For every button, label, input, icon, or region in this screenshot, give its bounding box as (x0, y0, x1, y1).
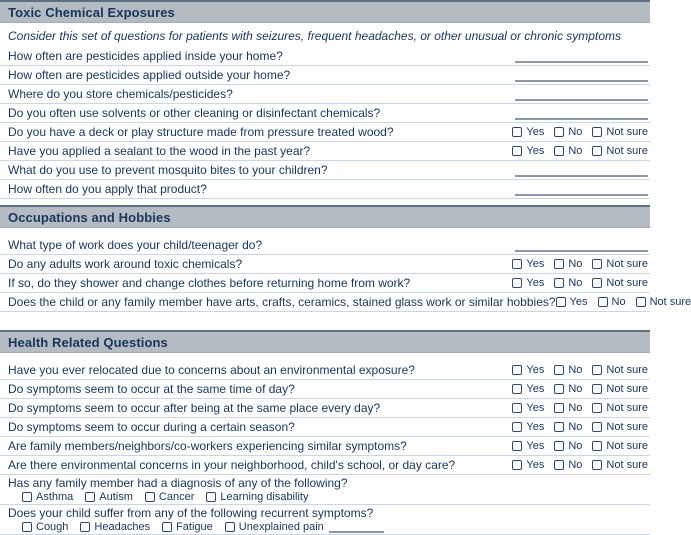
checkbox-icon[interactable] (22, 522, 32, 532)
section-header-bar (0, 330, 650, 353)
question-row (0, 85, 650, 104)
choice-label: Autism (99, 490, 133, 503)
section-toxic-chemical-exposures (0, 0, 650, 199)
choice-yes[interactable] (512, 364, 544, 376)
question-text: Are there environmental concerns in your neighborhood, child's school, or day care? (8, 458, 456, 472)
choice-no[interactable] (554, 364, 582, 376)
answer-blank-line[interactable] (515, 163, 648, 177)
checkbox-icon[interactable] (512, 460, 522, 470)
question-text: Do symptoms seem to occur after being at the same place every day? (8, 401, 381, 415)
checkbox-icon[interactable] (225, 522, 235, 532)
choice-no[interactable] (598, 296, 626, 308)
checkbox-icon[interactable] (512, 259, 522, 269)
checkbox-icon[interactable] (554, 146, 564, 156)
question-text: Do symptoms seem to occur during a certain season? (8, 420, 295, 434)
choice-learning-disability[interactable] (206, 491, 308, 503)
section-title: Toxic Chemical Exposures (8, 4, 175, 20)
choice-label: Yes (526, 364, 545, 376)
choice-no[interactable] (554, 277, 582, 289)
checkbox-icon[interactable] (80, 522, 90, 532)
checkbox-icon[interactable] (592, 127, 602, 137)
choice-not-sure[interactable] (592, 383, 648, 395)
choice-label: Cancer (158, 490, 195, 503)
checkbox-icon[interactable] (592, 278, 602, 288)
choice-not-sure[interactable] (592, 277, 648, 289)
question-row (0, 293, 691, 312)
question-text: Do you often use solvents or other cleaning or disinfectant chemicals? (8, 106, 381, 120)
choice-yes[interactable] (512, 402, 544, 414)
choice-label: No (568, 258, 583, 270)
checklist-options (8, 521, 648, 533)
question-row (0, 380, 650, 399)
choice-label: Yes (526, 258, 545, 270)
choice-not-sure[interactable] (592, 126, 648, 138)
checkbox-icon[interactable] (636, 297, 646, 307)
choice-label: No (568, 421, 583, 433)
choice-label: No (568, 126, 583, 138)
checkbox-icon[interactable] (145, 492, 155, 502)
yes-no-notsure-group (512, 145, 648, 157)
yes-no-notsure-group (512, 277, 648, 289)
choice-label: Fatigue (176, 520, 213, 533)
choice-label: Not sure (606, 440, 648, 452)
question-row (0, 161, 650, 180)
choice-label: Unexplained pain (238, 520, 324, 533)
choice-label: Learning disability (220, 490, 309, 503)
yes-no-notsure-group (512, 440, 648, 452)
question-text: Does the child or any family member have arts, crafts, ceramics, stained glass work or similar hobbies? (8, 295, 556, 309)
choice-yes[interactable] (512, 145, 544, 157)
checkbox-icon[interactable] (592, 403, 602, 413)
choice-not-sure[interactable] (592, 145, 648, 157)
yes-no-notsure-group (512, 364, 648, 376)
question-text: Does your child suffer from any of the following recurrent symptoms? (8, 505, 374, 520)
choice-label: Not sure (606, 383, 648, 395)
question-row (0, 66, 650, 85)
choice-label: Yes (569, 296, 588, 308)
choice-label: Yes (526, 126, 545, 138)
question-rows (0, 236, 691, 312)
question-rows (0, 47, 650, 199)
section-header-bar (0, 0, 650, 23)
question-text: How often are pesticides applied inside your home? (8, 49, 283, 63)
choice-yes[interactable] (512, 258, 544, 270)
checklist-options (8, 491, 648, 503)
checkbox-icon[interactable] (512, 146, 522, 156)
question-text: Have you applied a sealant to the wood in the past year? (8, 144, 311, 158)
choice-not-sure[interactable] (592, 459, 648, 471)
choice-label: Not sure (606, 126, 648, 138)
question-text: What do you use to prevent mosquito bites to your children? (8, 163, 328, 177)
yes-no-notsure-group (512, 421, 648, 433)
choice-not-sure[interactable] (592, 258, 648, 270)
answer-blank-line[interactable] (515, 87, 648, 101)
choice-cancer[interactable] (145, 491, 194, 503)
checkbox-icon[interactable] (554, 422, 564, 432)
choice-label: Not sure (606, 364, 648, 376)
choice-not-sure[interactable] (636, 296, 691, 308)
choice-label: No (568, 145, 583, 157)
choice-yes[interactable] (512, 421, 544, 433)
choice-unexplained-pain[interactable] (225, 521, 384, 533)
choice-not-sure[interactable] (592, 402, 648, 414)
checkbox-icon[interactable] (554, 441, 564, 451)
choice-label: No (568, 383, 583, 395)
question-text: Are family members/neighbors/co-workers experiencing similar symptoms? (8, 439, 407, 453)
choice-no[interactable] (554, 383, 582, 395)
checkbox-icon[interactable] (512, 422, 522, 432)
question-row (0, 437, 650, 456)
question-row (0, 274, 650, 293)
checkbox-icon[interactable] (592, 441, 602, 451)
choice-yes[interactable] (512, 383, 544, 395)
choice-not-sure[interactable] (592, 421, 648, 433)
checkbox-icon[interactable] (554, 259, 564, 269)
question-row (0, 418, 650, 437)
question-row (0, 456, 650, 475)
question-text: Have you ever relocated due to concerns about an environmental exposure? (8, 363, 415, 377)
question-text: How often are pesticides applied outside your home? (8, 68, 291, 82)
yes-no-notsure-group (512, 402, 648, 414)
question-row (0, 104, 650, 123)
answer-blank-line[interactable] (515, 238, 648, 252)
choice-no[interactable] (554, 126, 582, 138)
checkbox-icon[interactable] (556, 297, 566, 307)
checkbox-icon[interactable] (554, 365, 564, 375)
choice-no[interactable] (554, 459, 582, 471)
choice-no[interactable] (554, 440, 582, 452)
choice-yes[interactable] (512, 277, 544, 289)
choice-label: Not sure (606, 402, 648, 414)
choice-label: No (568, 402, 583, 414)
checkbox-icon[interactable] (592, 259, 602, 269)
yes-no-notsure-group (512, 126, 648, 138)
question-row (0, 123, 650, 142)
checkbox-icon[interactable] (85, 492, 95, 502)
question-text: What type of work does your child/teenager do? (8, 238, 263, 252)
question-row (0, 361, 650, 380)
choice-fatigue[interactable] (162, 521, 213, 533)
checkbox-icon[interactable] (554, 127, 564, 137)
yes-no-notsure-group (512, 459, 648, 471)
choice-label: Yes (526, 145, 545, 157)
question-row (0, 505, 650, 535)
yes-no-notsure-group (512, 258, 648, 270)
question-row (0, 180, 650, 199)
checkbox-icon[interactable] (592, 146, 602, 156)
question-text: Do any adults work around toxic chemicals? (8, 257, 243, 271)
checkbox-icon[interactable] (512, 127, 522, 137)
choice-label: No (568, 459, 583, 471)
question-row (0, 399, 650, 418)
choice-no[interactable] (554, 402, 582, 414)
choice-label: Not sure (606, 459, 648, 471)
checkbox-icon[interactable] (592, 460, 602, 470)
answer-blank-line[interactable] (515, 68, 648, 82)
choice-label: Asthma (36, 490, 74, 503)
choice-label: No (568, 277, 583, 289)
checkbox-icon[interactable] (592, 384, 602, 394)
question-row (0, 255, 650, 274)
question-text: Where do you store chemicals/pesticides? (8, 87, 233, 101)
choice-label: Cough (36, 520, 69, 533)
choice-yes[interactable] (512, 126, 544, 138)
answer-blank-line[interactable] (515, 49, 648, 63)
choice-label: Headaches (94, 520, 151, 533)
choice-label: Yes (526, 459, 545, 471)
section-occupations-and-hobbies (0, 205, 691, 312)
checkbox-icon[interactable] (512, 278, 522, 288)
checkbox-icon[interactable] (554, 384, 564, 394)
question-row (0, 47, 650, 66)
question-row (0, 236, 650, 255)
choice-yes[interactable] (512, 459, 544, 471)
checkbox-icon[interactable] (598, 297, 608, 307)
answer-blank-line[interactable] (515, 182, 648, 196)
checkbox-icon[interactable] (512, 384, 522, 394)
choice-no[interactable] (554, 145, 582, 157)
choice-label: Not sure (606, 258, 648, 270)
choice-label: Yes (526, 421, 545, 433)
choice-label: Not sure (606, 145, 648, 157)
checkbox-icon[interactable] (554, 403, 564, 413)
question-row (0, 142, 650, 161)
choice-label: No (568, 364, 583, 376)
choice-asthma[interactable] (22, 491, 73, 503)
section-gap (0, 312, 650, 330)
choice-label: Not sure (606, 421, 648, 433)
checkbox-icon[interactable] (592, 422, 602, 432)
question-text: If so, do they shower and change clothes before returning home from work? (8, 276, 411, 290)
choice-yes[interactable] (556, 296, 588, 308)
section-health-related-questions (0, 330, 650, 535)
answer-blank-line[interactable] (329, 521, 384, 533)
checkbox-icon[interactable] (206, 492, 216, 502)
question-text: Has any family member had a diagnosis of any of the following? (8, 475, 348, 490)
checkbox-icon[interactable] (162, 522, 172, 532)
choice-no[interactable] (554, 421, 582, 433)
checkbox-icon[interactable] (554, 460, 564, 470)
checkbox-icon[interactable] (512, 365, 522, 375)
checkbox-icon[interactable] (512, 441, 522, 451)
section-intro-note: Consider this set of questions for patients with seizures, frequent headaches, or other unusual or chronic symptoms (8, 29, 621, 43)
checkbox-icon[interactable] (512, 403, 522, 413)
choice-label: Not sure (606, 277, 648, 289)
question-text: How often do you apply that product? (8, 182, 207, 196)
question-text: Do symptoms seem to occur at the same time of day? (8, 382, 295, 396)
choice-label: No (568, 440, 583, 452)
section-title: Occupations and Hobbies (8, 209, 171, 225)
checkbox-icon[interactable] (22, 492, 32, 502)
choice-label: No (611, 296, 626, 308)
choice-label: Yes (526, 383, 545, 395)
checkbox-icon[interactable] (592, 365, 602, 375)
section-header-bar (0, 205, 650, 228)
yes-no-notsure-group (556, 296, 691, 308)
choice-label: Yes (526, 402, 545, 414)
question-row (0, 475, 650, 505)
choice-label: Yes (526, 277, 545, 289)
choice-label: Yes (526, 440, 545, 452)
yes-no-notsure-group (512, 383, 648, 395)
question-rows (0, 361, 650, 535)
choice-no[interactable] (554, 258, 582, 270)
choice-not-sure[interactable] (592, 364, 648, 376)
choice-autism[interactable] (85, 491, 133, 503)
question-text: Do you have a deck or play structure made from pressure treated wood? (8, 125, 394, 139)
choice-cough[interactable] (22, 521, 68, 533)
checkbox-icon[interactable] (554, 278, 564, 288)
choice-yes[interactable] (512, 440, 544, 452)
answer-blank-line[interactable] (515, 106, 648, 120)
choice-headaches[interactable] (80, 521, 150, 533)
choice-label: Not sure (649, 296, 691, 308)
choice-not-sure[interactable] (592, 440, 648, 452)
section-title: Health Related Questions (8, 334, 168, 350)
